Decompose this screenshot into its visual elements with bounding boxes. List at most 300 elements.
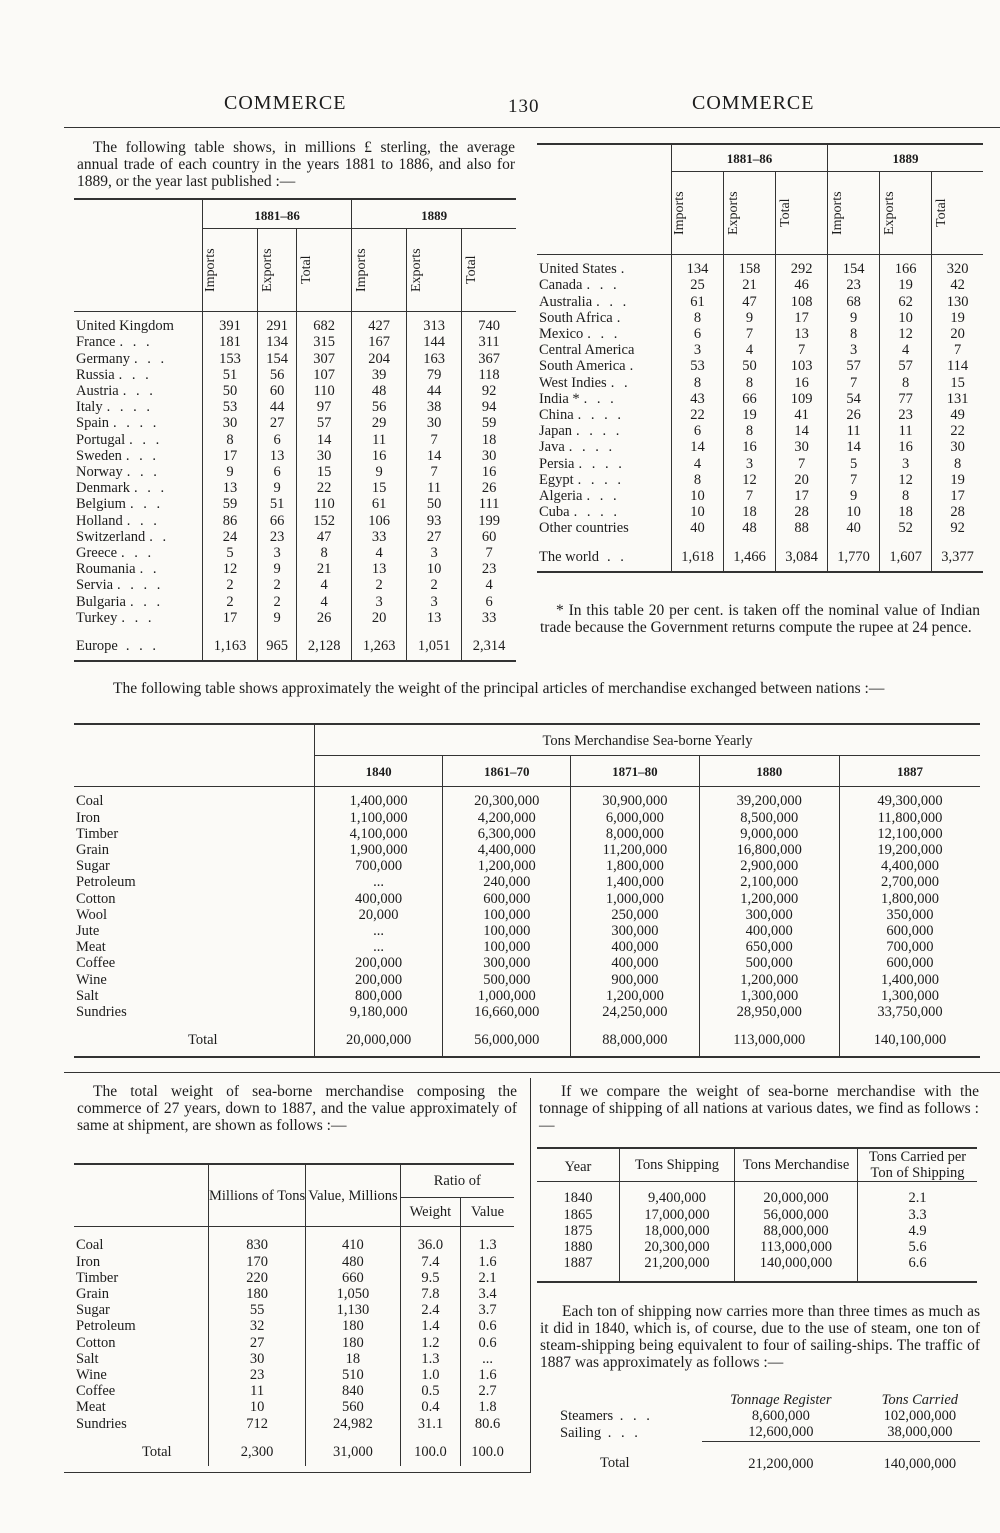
cell-value: 109: [776, 391, 828, 407]
europe-row: [74, 496, 516, 512]
leader-dots: . . . .: [113, 415, 160, 432]
total-value: 140,100,000: [839, 1020, 980, 1057]
europe-row: [74, 610, 516, 626]
commodity-cell: [74, 1004, 315, 1020]
commodity-cell: [74, 842, 315, 858]
europe-row: [74, 464, 516, 480]
europe-row: [74, 432, 516, 448]
world-row: [537, 294, 983, 310]
world-row: [537, 504, 983, 520]
intro-paragraph: The following table shows, in millions £ sterling, the average annual trade of each country in the years 1881 to 1886, and also for 1889, or the year last published :—: [77, 139, 515, 190]
cell-value: 62: [880, 294, 932, 310]
europe-row: [74, 312, 516, 335]
tons-value: 9,180,000: [315, 1004, 443, 1020]
commodity-name: Wine: [76, 1367, 107, 1384]
tons-value: 600,000: [839, 923, 980, 939]
cell-value: 315: [297, 334, 352, 350]
cell-value: 152: [297, 513, 352, 529]
world-row: [537, 439, 983, 455]
tons-value: 300,000: [571, 923, 699, 939]
tons-value: 200,000: [315, 955, 443, 971]
europe-row: [74, 351, 516, 367]
cell-value: 6: [672, 326, 724, 342]
tons-value: 28,950,000: [699, 1004, 839, 1020]
world-row: [537, 277, 983, 293]
world-row-name: [537, 504, 672, 520]
commodity-cell: [74, 923, 315, 939]
cell-value: 7: [407, 432, 462, 448]
cell-value: 68: [828, 294, 880, 310]
tons-value: 4,400,000: [443, 842, 571, 858]
cell-value: 158: [724, 255, 776, 278]
ship-cell: 5.6: [858, 1239, 978, 1255]
leader-dots: . . .: [586, 488, 620, 505]
cell-value: 367: [462, 351, 516, 367]
cell-value: 40: [672, 520, 724, 536]
commodity-cell: [74, 939, 315, 955]
cell-value: 427: [352, 312, 407, 335]
value-cell: 180: [306, 1318, 400, 1334]
value-row: [74, 1367, 514, 1383]
traffic-col-carried: Tons Carried: [881, 1392, 959, 1408]
cell-value: 3: [407, 594, 462, 610]
world-row: [537, 375, 983, 391]
europe-row-name: [74, 432, 203, 448]
cell-value: 7: [932, 342, 983, 358]
cell-value: 9: [203, 464, 258, 480]
value-cell: 830: [209, 1227, 306, 1254]
commodity-cell: [74, 1351, 209, 1367]
tons-value: 16,660,000: [443, 1004, 571, 1020]
value-cell: 1.4: [400, 1318, 460, 1334]
value-cell: 660: [306, 1270, 400, 1286]
commodity-cell: [74, 1302, 209, 1318]
cell-value: 19: [880, 277, 932, 293]
cell-value: 44: [407, 383, 462, 399]
cell-value: 17: [776, 488, 828, 504]
commodity-name: Coffee: [76, 955, 116, 972]
cell-value: 153: [203, 351, 258, 367]
world-row-name: [537, 423, 672, 439]
cell-value: 4: [672, 456, 724, 472]
world-row: [537, 358, 983, 374]
commodity-name: Sundries: [76, 1415, 127, 1432]
tons-value: 12,100,000: [839, 826, 980, 842]
weight-table: [74, 723, 980, 1058]
cell-value: 77: [880, 391, 932, 407]
cell-value: 154: [258, 351, 297, 367]
europe-row: [74, 399, 516, 415]
cell-value: 2: [203, 577, 258, 593]
tons-value: 8,000,000: [571, 826, 699, 842]
commodity-name: Iron: [76, 1253, 101, 1270]
europe-row-name: [74, 334, 203, 350]
commodity-cell: [74, 1416, 209, 1432]
value-cell: 31.1: [400, 1416, 460, 1432]
cell-value: 7: [724, 326, 776, 342]
tons-value: 1,100,000: [315, 810, 443, 826]
cell-value: 30: [932, 439, 983, 455]
value-cell: 1,130: [306, 1302, 400, 1318]
weight-row: [74, 874, 980, 890]
tons-value: 1,400,000: [315, 787, 443, 810]
cell-value: 92: [932, 520, 983, 536]
europe-trade-table: [74, 198, 516, 662]
world-row: [537, 391, 983, 407]
cell-value: 118: [462, 367, 516, 383]
tons-value: 500,000: [443, 972, 571, 988]
leader-dots: . . .: [613, 1408, 653, 1425]
cell-value: 27: [258, 415, 297, 431]
period-header-b: 1889: [352, 199, 516, 229]
leader-dots: . . .: [121, 545, 155, 562]
cell-value: 9: [258, 480, 297, 496]
world-row-name: [537, 277, 672, 293]
tons-value: 240,000: [443, 874, 571, 890]
value-cell: 1.3: [400, 1351, 460, 1367]
ship-row: [537, 1223, 977, 1239]
cell-value: 154: [828, 255, 880, 278]
traffic-name-cell: [558, 1424, 702, 1441]
total-value: 1,607: [880, 537, 932, 572]
world-total-row: [537, 537, 983, 572]
tons-value: 1,400,000: [839, 972, 980, 988]
europe-row-name: [74, 448, 203, 464]
tons-value: 100,000: [443, 907, 571, 923]
value-cell: 510: [306, 1367, 400, 1383]
value-cell: 7.4: [400, 1254, 460, 1270]
country-name: India *: [539, 390, 580, 407]
tons-value: 800,000: [315, 988, 443, 1004]
running-head-right: COMMERCE: [692, 92, 815, 114]
value-cell: 1.2: [400, 1335, 460, 1351]
cell-value: 3: [352, 594, 407, 610]
tons-value: 1,300,000: [699, 988, 839, 1004]
cell-value: 134: [672, 255, 724, 278]
ship-cell: 17,000,000: [620, 1207, 735, 1223]
cell-value: 48: [724, 520, 776, 536]
cell-value: 134: [258, 334, 297, 350]
weight-year-header: 1840: [315, 756, 443, 787]
tons-value: 2,100,000: [699, 874, 839, 890]
commodity-cell: [74, 1367, 209, 1383]
cell-value: 49: [932, 407, 983, 423]
value-row: [74, 1399, 514, 1415]
cell-value: 12: [880, 326, 932, 342]
cell-value: 57: [828, 358, 880, 374]
tons-value: 2,700,000: [839, 874, 980, 890]
value-cell: 0.5: [400, 1383, 460, 1399]
country-name: Spain: [76, 415, 110, 432]
ship-row: [537, 1182, 977, 1207]
world-col-exports-b: Exports: [882, 191, 898, 235]
cell-value: 2: [258, 594, 297, 610]
cell-value: 2: [203, 594, 258, 610]
tons-value: 11,800,000: [839, 810, 980, 826]
cell-value: 10: [672, 504, 724, 520]
tons-value: 350,000: [839, 907, 980, 923]
cell-value: 204: [352, 351, 407, 367]
cell-value: 28: [776, 504, 828, 520]
value-cell: 27: [209, 1335, 306, 1351]
cell-value: 16: [724, 439, 776, 455]
cell-value: 8: [724, 423, 776, 439]
value-cell: 180: [306, 1335, 400, 1351]
commodity-cell: [74, 907, 315, 923]
country-name: South Africa: [539, 309, 613, 326]
cell-value: 11: [407, 480, 462, 496]
cell-value: 8: [297, 545, 352, 561]
cell-value: 9: [724, 310, 776, 326]
ship-col-shipping: Tons Shipping: [620, 1148, 735, 1182]
europe-row-name: [74, 383, 203, 399]
country-name: West Indies: [539, 374, 607, 391]
ship-cell: 20,000,000: [735, 1182, 858, 1207]
tons-value: 4,200,000: [443, 810, 571, 826]
cell-value: 61: [672, 294, 724, 310]
europe-row: [74, 334, 516, 350]
traffic-col-register: Tonnage Register: [730, 1392, 832, 1408]
cell-value: 5: [203, 545, 258, 561]
leader-dots: .: [616, 309, 624, 326]
cell-value: 11: [828, 423, 880, 439]
weight-row: [74, 955, 980, 971]
cell-value: 8: [672, 310, 724, 326]
commodity-name: Cotton: [76, 890, 116, 907]
value-cell: 1.3: [461, 1227, 514, 1254]
leader-dots: . . .: [587, 326, 621, 343]
leader-dots: . . . .: [576, 423, 623, 440]
tons-value: 250,000: [571, 907, 699, 923]
cell-value: 8: [672, 472, 724, 488]
cell-value: 12: [203, 561, 258, 577]
total-value: 1,618: [672, 537, 724, 572]
ship-cell: 6.6: [858, 1255, 978, 1282]
leader-dots: . . . .: [578, 455, 625, 472]
period-header-a: 1881–86: [203, 199, 352, 229]
tons-value: 1,800,000: [839, 891, 980, 907]
value-cell: 1.0: [400, 1367, 460, 1383]
world-row: [537, 310, 983, 326]
cell-value: 7: [828, 472, 880, 488]
cell-value: 42: [932, 277, 983, 293]
world-row: [537, 255, 983, 278]
cell-value: 97: [297, 399, 352, 415]
value-cell: 2.7: [461, 1383, 514, 1399]
value-cell: ...: [461, 1351, 514, 1367]
leader-dots: .: [620, 261, 628, 278]
ship-cell: 21,200,000: [620, 1255, 735, 1282]
ship-cell: 1875: [563, 1222, 593, 1239]
cell-value: 88: [776, 520, 828, 536]
commodity-cell: [74, 874, 315, 890]
world-row: [537, 342, 983, 358]
leader-dots: . . .: [126, 512, 160, 529]
cell-value: 7: [828, 375, 880, 391]
commodity-name: Timber: [76, 825, 119, 842]
cell-value: 59: [462, 415, 516, 431]
running-head-left: COMMERCE: [224, 92, 347, 114]
cell-value: 167: [352, 334, 407, 350]
value-cell: 9.5: [400, 1270, 460, 1286]
value-cell: 7.8: [400, 1286, 460, 1302]
cell-value: 30: [203, 415, 258, 431]
cell-value: 2: [352, 577, 407, 593]
weight-year-header: 1880: [699, 756, 839, 787]
tons-value: 600,000: [839, 955, 980, 971]
cell-value: 60: [258, 383, 297, 399]
world-total-name: [537, 537, 672, 572]
country-name: Denmark: [76, 480, 130, 497]
weight-row: [74, 988, 980, 1004]
world-row: [537, 472, 983, 488]
commodity-name: Wool: [76, 906, 108, 923]
ship-cell: 1840: [563, 1190, 593, 1207]
commodity-name: Timber: [76, 1269, 119, 1286]
cell-value: 17: [776, 310, 828, 326]
country-name: South America: [539, 358, 626, 375]
cell-value: 30: [297, 448, 352, 464]
value-cell: 1,050: [306, 1286, 400, 1302]
value-cell: 410: [306, 1227, 400, 1254]
cell-value: 181: [203, 334, 258, 350]
leader-dots: . . .: [133, 480, 168, 497]
value-total-row: [74, 1432, 514, 1466]
weight-row: [74, 891, 980, 907]
cell-value: 14: [297, 432, 352, 448]
cell-value: 18: [724, 504, 776, 520]
cell-value: 2: [258, 577, 297, 593]
cell-value: 38: [407, 399, 462, 415]
country-name: Japan: [539, 423, 573, 440]
tons-value: ...: [315, 939, 443, 955]
commodity-cell: [74, 810, 315, 826]
cell-value: 9: [828, 488, 880, 504]
value-col-value: Value, Millions: [306, 1164, 400, 1227]
tons-value: 4,400,000: [839, 858, 980, 874]
ship-col-ratio: Tons Carried per Ton of Shipping: [858, 1148, 978, 1182]
cell-value: 25: [672, 277, 724, 293]
tons-value: 400,000: [315, 891, 443, 907]
tons-value: 100,000: [443, 939, 571, 955]
col-exports-a: Exports: [260, 248, 276, 292]
ship-cell: 88,000,000: [735, 1223, 858, 1239]
tons-value: 400,000: [571, 955, 699, 971]
ship-cell: 1887: [563, 1255, 593, 1272]
tons-value: 300,000: [699, 907, 839, 923]
tons-value: 33,750,000: [839, 1004, 980, 1020]
country-name: United States: [539, 261, 617, 278]
cell-value: 50: [407, 496, 462, 512]
cell-value: 86: [203, 513, 258, 529]
cell-value: 13: [776, 326, 828, 342]
cell-value: 23: [828, 277, 880, 293]
world-col-imports-a: Imports: [672, 191, 687, 235]
col-exports-b: Exports: [409, 248, 425, 292]
europe-row-name: [74, 513, 203, 529]
europe-row: [74, 448, 516, 464]
traffic-value: 12,600,000: [748, 1424, 814, 1441]
cell-value: 740: [462, 312, 516, 335]
cell-value: 10: [880, 310, 932, 326]
country-name: Turkey: [76, 609, 118, 626]
commodity-name: Meat: [76, 939, 106, 956]
tons-value: 700,000: [839, 939, 980, 955]
cell-value: 7: [776, 456, 828, 472]
column-divider: [530, 1078, 531, 1473]
weight-row: [74, 1004, 980, 1020]
value-cell: 3.4: [461, 1286, 514, 1302]
total-value: 1,263: [352, 626, 407, 661]
commodity-cell: [74, 1335, 209, 1351]
commodity-name: Sugar: [76, 858, 110, 875]
total-label: Total: [142, 1443, 172, 1460]
tons-value: 700,000: [315, 858, 443, 874]
value-cell: 1.8: [461, 1399, 514, 1415]
cell-value: 23: [462, 561, 516, 577]
world-row-name: [537, 439, 672, 455]
ship-cell: 9,400,000: [620, 1182, 735, 1207]
tons-value: 400,000: [571, 939, 699, 955]
value-cell: 840: [306, 1383, 400, 1399]
commodity-name: Jute: [76, 923, 100, 940]
cell-value: 19: [932, 472, 983, 488]
weight-row: [74, 939, 980, 955]
europe-total-name: [74, 626, 203, 661]
cell-value: 47: [297, 529, 352, 545]
cell-value: 15: [352, 480, 407, 496]
tons-value: 1,800,000: [571, 858, 699, 874]
weight-intro-paragraph: The following table shows approximately the weight of the principal articles of merchandise exchanged between nations :—: [113, 680, 885, 697]
cell-value: 307: [297, 351, 352, 367]
europe-row: [74, 383, 516, 399]
cell-value: 22: [297, 480, 352, 496]
country-name: Central America: [539, 342, 635, 359]
value-row: [74, 1351, 514, 1367]
ship-cell: 113,000,000: [735, 1239, 858, 1255]
value-row: [74, 1383, 514, 1399]
cell-value: 8: [880, 488, 932, 504]
cell-value: 4: [297, 577, 352, 593]
country-name: Sweden: [76, 447, 122, 464]
europe-total-row: [74, 626, 516, 661]
tons-value: 1,400,000: [571, 874, 699, 890]
country-name: Algeria: [539, 488, 583, 505]
tons-value: 400,000: [699, 923, 839, 939]
cell-value: 53: [203, 399, 258, 415]
europe-row: [74, 561, 516, 577]
europe-row: [74, 594, 516, 610]
value-cell: 55: [209, 1302, 306, 1318]
leader-dots: . .: [149, 528, 170, 545]
tons-value: 19,200,000: [839, 842, 980, 858]
cell-value: 8: [203, 432, 258, 448]
value-cell: 2.1: [461, 1270, 514, 1286]
cell-value: 59: [203, 496, 258, 512]
country-name: Other countries: [539, 520, 629, 537]
cell-value: 54: [828, 391, 880, 407]
tons-value: 600,000: [443, 891, 571, 907]
cell-value: 311: [462, 334, 516, 350]
col-imports-a: Imports: [203, 248, 218, 292]
cell-value: 16: [352, 448, 407, 464]
cell-value: 56: [258, 367, 297, 383]
tons-value: 39,200,000: [699, 787, 839, 810]
total-value: 2,300: [209, 1432, 306, 1466]
cell-value: 17: [932, 488, 983, 504]
europe-row-name: [74, 312, 203, 335]
cell-value: 18: [880, 504, 932, 520]
